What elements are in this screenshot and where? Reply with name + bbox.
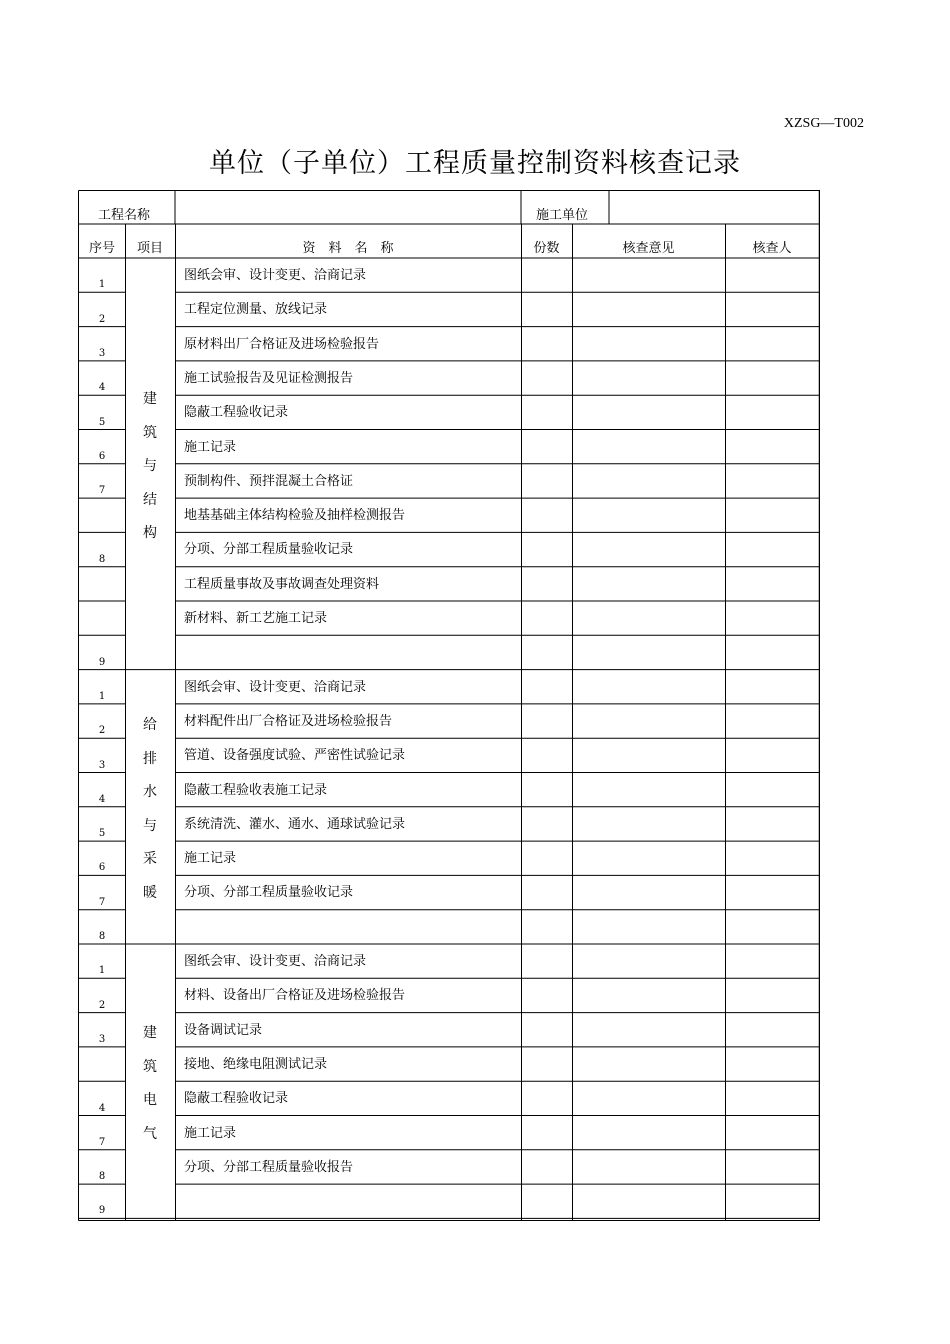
row-copies-cell[interactable] [522, 432, 571, 462]
row-checker-cell[interactable] [726, 260, 818, 290]
row-seq: 3 [98, 347, 106, 359]
row-opinion-cell[interactable] [573, 500, 724, 530]
row-copies-cell[interactable] [522, 672, 571, 702]
row-seq: 5 [98, 828, 106, 840]
row-copies-cell[interactable] [522, 946, 571, 976]
row-opinion-cell[interactable] [573, 740, 724, 770]
construction-unit-label: 施工单位 [536, 208, 589, 223]
row-seq: 4 [98, 1102, 106, 1114]
row-opinion-cell[interactable] [573, 1118, 724, 1148]
row-material-name: 施工试验报告及见证检测报告 [184, 370, 354, 386]
project-name-label: 工程名称 [98, 208, 151, 223]
row-material-name: 材料、设备出厂合格证及进场检验报告 [184, 988, 406, 1004]
row-opinion-cell[interactable] [573, 980, 724, 1010]
row-copies-cell[interactable] [522, 603, 571, 633]
row-material-name: 施工记录 [184, 439, 237, 455]
row-checker-cell[interactable] [726, 672, 818, 702]
row-copies-cell[interactable] [522, 363, 571, 393]
row-checker-cell[interactable] [726, 500, 818, 530]
row-material-name: 工程定位测量、放线记录 [184, 302, 328, 318]
row-checker-cell[interactable] [726, 329, 818, 359]
row-opinion-cell[interactable] [573, 877, 724, 907]
row-seq: 3 [98, 1033, 106, 1045]
row-opinion-cell[interactable] [573, 637, 724, 667]
row-copies-cell[interactable] [522, 843, 571, 873]
row-checker-cell[interactable] [726, 397, 818, 427]
row-seq: 1 [98, 965, 106, 977]
row-material-name: 地基基础主体结构检验及抽样检测报告 [184, 508, 406, 524]
row-opinion-cell[interactable] [573, 1152, 724, 1182]
section-name-char: 结 [143, 491, 157, 508]
section-name-char: 与 [143, 458, 157, 475]
row-checker-cell[interactable] [726, 466, 818, 496]
row-opinion-cell[interactable] [573, 569, 724, 599]
row-checker-cell[interactable] [726, 637, 818, 667]
row-material-name: 图纸会审、设计变更、洽商记录 [184, 268, 367, 283]
row-copies-cell[interactable] [522, 1118, 571, 1148]
row-checker-cell[interactable] [726, 363, 818, 393]
row-seq: 9 [98, 656, 106, 668]
row-copies-cell[interactable] [522, 706, 571, 736]
row-seq: 2 [98, 999, 106, 1011]
row-seq: 8 [98, 931, 106, 942]
row-checker-cell[interactable] [726, 1152, 818, 1182]
row-seq: 6 [98, 450, 106, 462]
row-seq: 3 [98, 759, 106, 771]
section-name-char: 给 [143, 717, 157, 734]
row-seq: 2 [98, 725, 106, 737]
row-opinion-cell[interactable] [573, 466, 724, 496]
row-checker-cell[interactable] [726, 877, 818, 907]
row-opinion-cell[interactable] [573, 534, 724, 564]
col-header-opinion: 核查意见 [622, 241, 675, 256]
project-name-field[interactable] [182, 209, 522, 225]
row-material-name: 材料配件出厂合格证及进场检验报告 [184, 713, 393, 729]
row-copies-cell[interactable] [522, 877, 571, 907]
row-opinion-cell[interactable] [573, 1083, 724, 1113]
row-checker-cell[interactable] [726, 1118, 818, 1148]
col-header-item: 项目 [136, 241, 163, 256]
row-seq: 9 [98, 1205, 106, 1217]
row-material-name: 分项、分部工程质量验收记录 [184, 885, 354, 901]
row-opinion-cell[interactable] [573, 1186, 724, 1216]
section-name-char: 排 [143, 750, 157, 767]
row-copies-cell[interactable] [522, 397, 571, 427]
section-name-char: 气 [143, 1125, 157, 1142]
row-copies-cell[interactable] [522, 1049, 571, 1079]
row-seq: 1 [98, 279, 106, 291]
row-opinion-cell[interactable] [573, 946, 724, 976]
row-checker-cell[interactable] [726, 706, 818, 736]
row-copies-cell[interactable] [522, 1186, 571, 1216]
row-opinion-cell[interactable] [573, 1049, 724, 1079]
row-opinion-cell[interactable] [573, 706, 724, 736]
section-name-char: 暖 [143, 884, 157, 901]
row-checker-cell[interactable] [726, 1015, 818, 1045]
row-material-name: 原材料出厂合格证及进场检验报告 [184, 336, 380, 352]
row-checker-cell[interactable] [726, 569, 818, 599]
col-header-seq: 序号 [88, 241, 115, 256]
row-opinion-cell[interactable] [573, 329, 724, 359]
row-copies-cell[interactable] [522, 740, 571, 770]
row-opinion-cell[interactable] [573, 397, 724, 427]
row-opinion-cell[interactable] [573, 775, 724, 805]
row-seq: 4 [98, 382, 106, 394]
row-seq: 6 [98, 862, 106, 874]
quality-control-record-table [78, 190, 820, 1221]
section-name-char: 水 [143, 784, 157, 801]
row-checker-cell[interactable] [726, 775, 818, 805]
row-material-name: 隐蔽工程验收记录 [184, 405, 289, 421]
section-name-char: 筑 [143, 424, 157, 441]
row-copies-cell[interactable] [522, 980, 571, 1010]
row-opinion-cell[interactable] [573, 603, 724, 633]
row-copies-cell[interactable] [522, 809, 571, 839]
row-material-name: 分项、分部工程质量验收报告 [184, 1159, 354, 1175]
row-checker-cell[interactable] [726, 843, 818, 873]
row-checker-cell[interactable] [726, 946, 818, 976]
row-copies-cell[interactable] [522, 294, 571, 324]
row-checker-cell[interactable] [726, 809, 818, 839]
row-copies-cell[interactable] [522, 569, 571, 599]
row-copies-cell[interactable] [522, 260, 571, 290]
row-checker-cell[interactable] [726, 432, 818, 462]
form-code: XZSG—T002 [783, 116, 864, 131]
row-seq: 8 [98, 553, 106, 565]
row-material-name: 新材料、新工艺施工记录 [184, 611, 328, 626]
row-material-name: 图纸会审、设计变更、洽商记录 [184, 954, 367, 969]
row-checker-cell[interactable] [726, 603, 818, 633]
row-material-name: 分项、分部工程质量验收记录 [184, 542, 354, 558]
col-header-copies: 份数 [533, 241, 560, 256]
row-copies-cell[interactable] [522, 775, 571, 805]
section-name-char: 电 [143, 1092, 157, 1109]
row-checker-cell[interactable] [726, 534, 818, 564]
row-material-name: 图纸会审、设计变更、洽商记录 [184, 679, 367, 695]
row-material-name: 隐蔽工程验收表施工记录 [184, 782, 328, 798]
row-opinion-cell[interactable] [573, 843, 724, 873]
row-seq: 5 [98, 416, 106, 428]
row-checker-cell[interactable] [726, 1083, 818, 1113]
row-copies-cell[interactable] [522, 466, 571, 496]
row-seq: 4 [98, 793, 106, 805]
row-material-name: 隐蔽工程验收记录 [184, 1091, 289, 1107]
row-checker-cell[interactable] [726, 912, 818, 942]
section-name-char: 采 [143, 851, 157, 868]
section-name-char: 与 [143, 817, 157, 834]
row-checker-cell[interactable] [726, 740, 818, 770]
row-seq: 7 [98, 896, 106, 908]
row-seq: 7 [98, 485, 106, 497]
row-opinion-cell[interactable] [573, 363, 724, 393]
row-material-name: 设备调试记录 [184, 1022, 263, 1038]
row-checker-cell[interactable] [726, 294, 818, 324]
row-opinion-cell[interactable] [573, 294, 724, 324]
row-seq: 2 [98, 313, 106, 325]
row-opinion-cell[interactable] [573, 912, 724, 942]
section-name-char: 构 [143, 525, 157, 542]
row-material-name: 预制构件、预拌混凝土合格证 [184, 473, 354, 489]
col-header-material: 资 料 名 称 [302, 241, 394, 256]
page-title: 单位（子单位）工程质量控制资料核查记录 [209, 148, 741, 179]
row-checker-cell[interactable] [726, 1186, 818, 1216]
row-material-name: 接地、绝缘电阻测试记录 [184, 1056, 328, 1072]
row-opinion-cell[interactable] [573, 809, 724, 839]
row-copies-cell[interactable] [522, 1015, 571, 1045]
row-material-name: 管道、设备强度试验、严密性试验记录 [184, 748, 406, 764]
construction-unit-field[interactable] [616, 209, 816, 225]
section-name-char: 建 [143, 1025, 157, 1042]
row-checker-cell[interactable] [726, 980, 818, 1010]
col-header-checker: 核查人 [752, 241, 792, 256]
row-opinion-cell[interactable] [573, 432, 724, 462]
row-copies-cell[interactable] [522, 329, 571, 359]
row-checker-cell[interactable] [726, 1049, 818, 1079]
row-material-name: 施工记录 [184, 851, 237, 867]
row-seq: 1 [98, 690, 106, 702]
row-opinion-cell[interactable] [573, 260, 724, 290]
row-copies-cell[interactable] [522, 1083, 571, 1113]
row-material-name: 施工记录 [184, 1125, 237, 1141]
row-seq: 8 [98, 1171, 106, 1183]
row-copies-cell[interactable] [522, 534, 571, 564]
row-seq: 7 [98, 1136, 106, 1148]
row-material-name: 系统清洗、灌水、通水、通球试验记录 [184, 816, 406, 832]
row-material-name: 工程质量事故及事故调查处理资料 [184, 576, 380, 592]
row-copies-cell[interactable] [522, 500, 571, 530]
row-copies-cell[interactable] [522, 1152, 571, 1182]
row-opinion-cell[interactable] [573, 672, 724, 702]
section-name-char: 筑 [143, 1058, 157, 1075]
section-name-char: 建 [143, 391, 157, 408]
row-copies-cell[interactable] [522, 912, 571, 942]
row-opinion-cell[interactable] [573, 1015, 724, 1045]
row-copies-cell[interactable] [522, 637, 571, 667]
